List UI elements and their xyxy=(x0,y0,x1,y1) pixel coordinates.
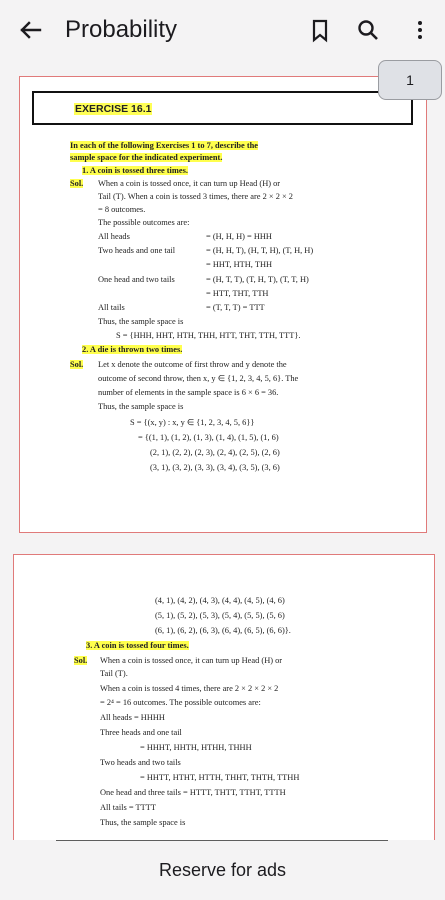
intro-line-1: In each of the following Exercises 1 to 7, describe the xyxy=(70,141,259,150)
outcome-row-value: = (H, H, T), (H, T, H), (T, H, H) xyxy=(206,246,314,255)
divider xyxy=(56,840,388,841)
exercise-header-box xyxy=(32,91,413,125)
sol3-line-1: When a coin is tossed once, it can turn up Head (H) or xyxy=(100,656,283,665)
question-1: 1. A coin is tossed three times. xyxy=(82,166,188,175)
sol3-line-7: = HHHT, HHTH, HTHH, THHH xyxy=(140,743,252,752)
sol3-line-6: Three heads and one tail xyxy=(100,728,182,737)
pdf-page-1 xyxy=(19,76,427,533)
sol3-line-5: All heads = HHHH xyxy=(100,713,165,722)
sol2-line-2: outcome of second throw, then x, y ∈ {1, 2, 3, 4, 5, 6}. The xyxy=(98,374,299,383)
intro-line-2: sample space for the indicated experiment. xyxy=(70,153,223,162)
back-arrow-icon[interactable] xyxy=(14,14,46,46)
solution-label-1: Sol. xyxy=(70,179,84,188)
pdf-page-2 xyxy=(13,554,435,840)
pairs-row-4: (4, 1), (4, 2), (4, 3), (4, 4), (4, 5), (4, 6) xyxy=(155,596,285,605)
outcome-row-value: = (T, T, T) = TTT xyxy=(206,303,265,312)
sol1-line-3: = 8 outcomes. xyxy=(98,205,146,214)
sol3-line-4: = 2⁴ = 16 outcomes. The possible outcomes are: xyxy=(100,698,261,707)
exercise-title: EXERCISE 16.1 xyxy=(75,103,152,115)
outcome-row-label: Two heads and one tail xyxy=(98,246,176,255)
more-options-icon[interactable] xyxy=(404,14,436,46)
outcome-row-value: = (H, T, T), (T, H, T), (T, T, H) xyxy=(206,275,309,284)
pairs-row-5: (5, 1), (5, 2), (5, 3), (5, 4), (5, 5), (5, 6) xyxy=(155,611,285,620)
sample-space-1: S = {HHH, HHT, HTH, THH, HTT, THT, TTH, TTT}. xyxy=(116,331,301,340)
outcome-row-value: = (H, H, H) = HHH xyxy=(206,232,272,241)
sol3-line-9: = HHTT, HTHT, HTTH, THHT, THTH, TTHH xyxy=(140,773,300,782)
page-title: Probability xyxy=(65,16,178,43)
page-number-badge: 1 xyxy=(378,60,442,100)
question-2: 2. A die is thrown two times. xyxy=(82,345,183,354)
pairs-row-3: (3, 1), (3, 2), (3, 3), (3, 4), (3, 5), (3, 6) xyxy=(150,463,280,472)
set-definition: S = {(x, y) : x, y ∈ {1, 2, 3, 4, 5, 6}} xyxy=(130,418,255,427)
pairs-row-6: (6, 1), (6, 2), (6, 3), (6, 4), (6, 5), (6, 6)}. xyxy=(155,626,291,635)
sol1-line-4: The possible outcomes are: xyxy=(98,218,190,227)
outcome-row-label: One head and two tails xyxy=(98,275,175,284)
search-icon[interactable] xyxy=(352,14,384,46)
sol3-line-3: When a coin is tossed 4 times, there are 2 × 2 × 2 × 2 xyxy=(100,684,279,693)
app-bar xyxy=(0,0,445,60)
bookmark-icon[interactable] xyxy=(304,14,336,46)
sol3-line-11: All tails = TTTT xyxy=(100,803,156,812)
sol3-line-8: Two heads and two tails xyxy=(100,758,181,767)
outcome-row-label: All tails xyxy=(98,303,125,312)
pdf-viewer[interactable] xyxy=(0,60,445,840)
sol2-line-1: Let x denote the outcome of first throw and y denote the xyxy=(98,360,287,369)
pairs-row-1: = {(1, 1), (1, 2), (1, 3), (1, 4), (1, 5), (1, 6) xyxy=(138,433,279,442)
outcome-row-value: = HTT, THT, TTH xyxy=(206,289,269,298)
solution-label-3: Sol. xyxy=(74,656,88,665)
sol3-line-2: Tail (T). xyxy=(100,669,128,678)
sol2-line-4: Thus, the sample space is xyxy=(98,402,184,411)
ad-banner xyxy=(0,840,445,900)
outcome-row-value: = HHT, HTH, THH xyxy=(206,260,273,269)
outcome-row-label: All heads xyxy=(98,232,130,241)
sol3-line-10: One head and three tails = HTTT, THTT, TTHT, TTTH xyxy=(100,788,286,797)
thus-line: Thus, the sample space is xyxy=(98,317,184,326)
solution-label-2: Sol. xyxy=(70,360,84,369)
sol1-line-2: Tail (T). When a coin is tossed 3 times, there are 2 × 2 × 2 xyxy=(98,192,293,201)
question-3: 3. A coin is tossed four times. xyxy=(86,641,189,650)
sol3-line-12: Thus, the sample space is xyxy=(100,818,186,827)
ad-placeholder-text: Reserve for ads xyxy=(158,860,287,880)
sol1-line-1: When a coin is tossed once, it can turn up Head (H) or xyxy=(98,179,281,188)
sol2-line-3: number of elements in the sample space is 6 × 6 = 36. xyxy=(98,388,279,397)
pairs-row-2: (2, 1), (2, 2), (2, 3), (2, 4), (2, 5), (2, 6) xyxy=(150,448,280,457)
